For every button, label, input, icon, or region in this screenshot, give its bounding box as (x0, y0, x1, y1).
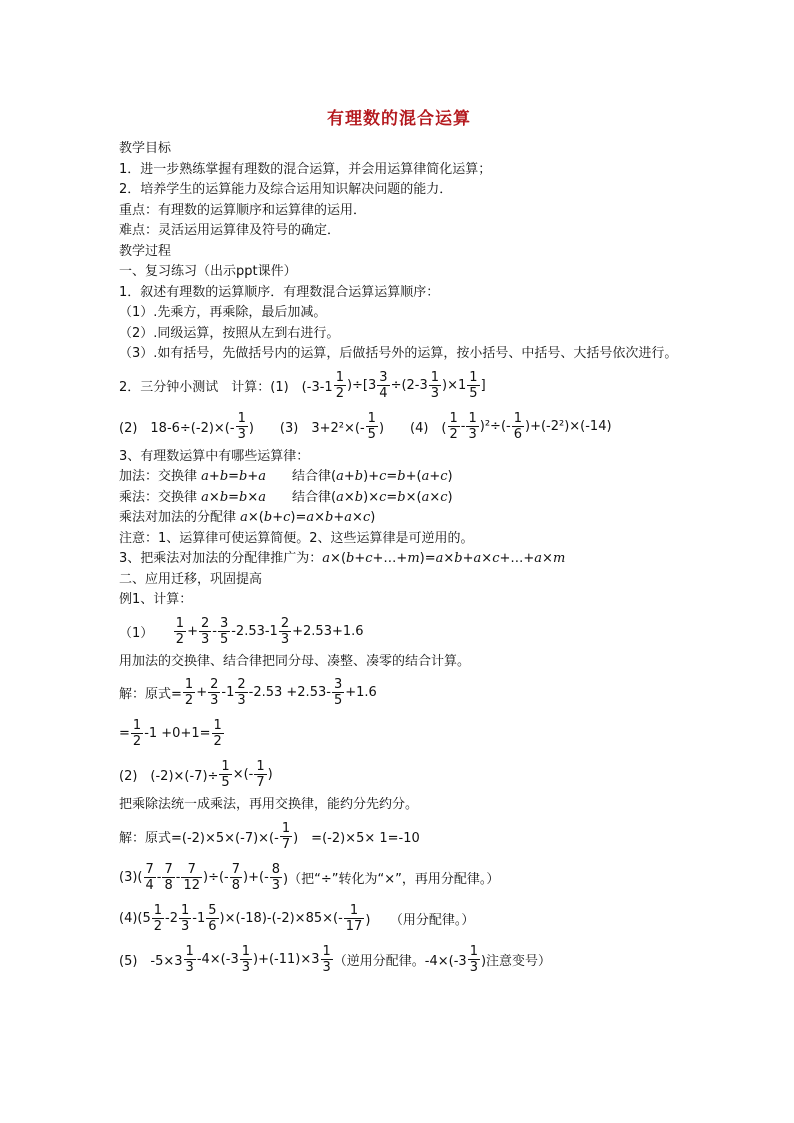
apply-heading: 二、应用迁移，巩固提高 (119, 571, 263, 587)
example-1: （1） $\frac{1}{2}$ + $\frac{2}{3}$ - $\frac{3}{5}$ -2.53-1 $\frac{2}{3}$ +2.53+1.6 (119, 615, 364, 647)
example-4: (4)(5 $\frac{1}{2}$ -2 $\frac{1}{3}$ -1 $\frac{5}{6}$ )×(-18)-(-2)×85×(- $\frac{1}{17}$ ) （用分配律。） (119, 902, 475, 934)
goal-1: 1．进一步熟练掌握有理数的混合运算，并会用运算律简化运算； (119, 161, 492, 177)
order-rule-2: （2）.同级运算，按照从左到右进行。 (119, 325, 340, 341)
distributive-law: 乘法对加法的分配律 a×(b+c)=a×b+a×c) (119, 510, 376, 525)
document-page (119, 104, 679, 980)
distributive-generalization: 3、把乘法对加法的分配律推广为：a×(b+c+…+m)=a×b+a×c+…+a×m (119, 551, 566, 566)
page-title: 有理数的混合运算 (327, 109, 471, 129)
process-heading: 教学过程 (119, 243, 172, 259)
addition-laws: 加法：交换律 a+b=b+a 结合律(a+b)+c=b+(a+c) (119, 469, 453, 484)
hint-2: 把乘除法统一成乘法，再用交换律，能约分先约分。 (119, 797, 419, 812)
review-heading: 一、复习练习（出示ppt课件） (119, 264, 297, 279)
goal-2: 2．培养学生的运算能力及综合运用知识解决问题的能力． (119, 182, 453, 197)
quiz-line-2: (2) 18-6÷(-2)×(- $\frac{1}{3}$ ) (3) 3+2²×(- $\frac{1}{5}$ ) (4) ( $\frac{1}{2}$ - $\frac{1}{3}$ )²÷(- $\frac{1}{6}$ )+(-2²)×(-14) (119, 410, 612, 442)
example-2: (2) (-2)×(-7)÷ $\frac{1}{5}$ ×(- $\frac{1}{7}$ ) (119, 759, 273, 790)
multiplication-laws: 乘法：交换律 a×b=b×a 结合律(a×b)×c=b×(a×c) (119, 489, 453, 505)
order-rule-1: （1）.先乘方，再乘除，最后加减。 (119, 305, 327, 320)
example-3: (3)( $\frac{7}{4}$ - $\frac{7}{8}$ - $\frac{7}{12}$ )÷(- $\frac{7}{8}$ )+(- $\frac{8}{3}$ )（把“÷”转化为“×”，再用分配律。） (119, 861, 500, 893)
quiz-line: 2．三分钟小测试 计算：(1) (-3-1 $\frac{1}{2}$ )÷[3 $\frac{3}{4}$ ÷(2-3 $\frac{1}{3}$ )×1 $\frac{1}{5}$ ] (119, 369, 486, 401)
solution-2: 解：原式=(-2)×5×(-7)×(- $\frac{1}{7}$ ) =(-2)×5× 1=-10 (119, 820, 420, 852)
difficulty: 难点：灵活运用运算律及符号的确定． (119, 223, 341, 238)
laws-heading: 3、有理数运算中有哪些运算律： (119, 448, 310, 464)
key-point: 重点：有理数的运算顺序和运算律的运用． (119, 202, 367, 218)
review-item-1: 1．叙述有理数的运算顺序．有理数混合运算运算顺序： (119, 284, 440, 300)
note: 注意：1、运算律可使运算简便。2、这些运算律是可逆用的。 (119, 530, 474, 546)
order-rule-3: （3）.如有括号，先做括号内的运算，后做括号外的运算，按小括号、中括号、大括号依次进行。 (119, 346, 678, 361)
example-5: (5) -5×3 $\frac{1}{3}$ -4×(-3 $\frac{1}{3}$ )+(-11)×3 $\frac{1}{3}$ （逆用分配律。-4×(-3 $\frac{1}{3}$ )注意变号） (119, 943, 552, 975)
example-heading: 例1、计算： (119, 592, 193, 607)
goals-heading: 教学目标 (119, 141, 172, 156)
solution-1: 解：原式= $\frac{1}{2}$ + $\frac{2}{3}$ -1 $\frac{2}{3}$ -2.53 +2.53- $\frac{3}{5}$ +1.6 (119, 677, 377, 708)
solution-1-result: = $\frac{1}{2}$ -1 +0+1= $\frac{1}{2}$ (119, 718, 222, 749)
hint-1: 用加法的交换律、结合律把同分母、凑整、凑零的结合计算。 (119, 653, 471, 669)
